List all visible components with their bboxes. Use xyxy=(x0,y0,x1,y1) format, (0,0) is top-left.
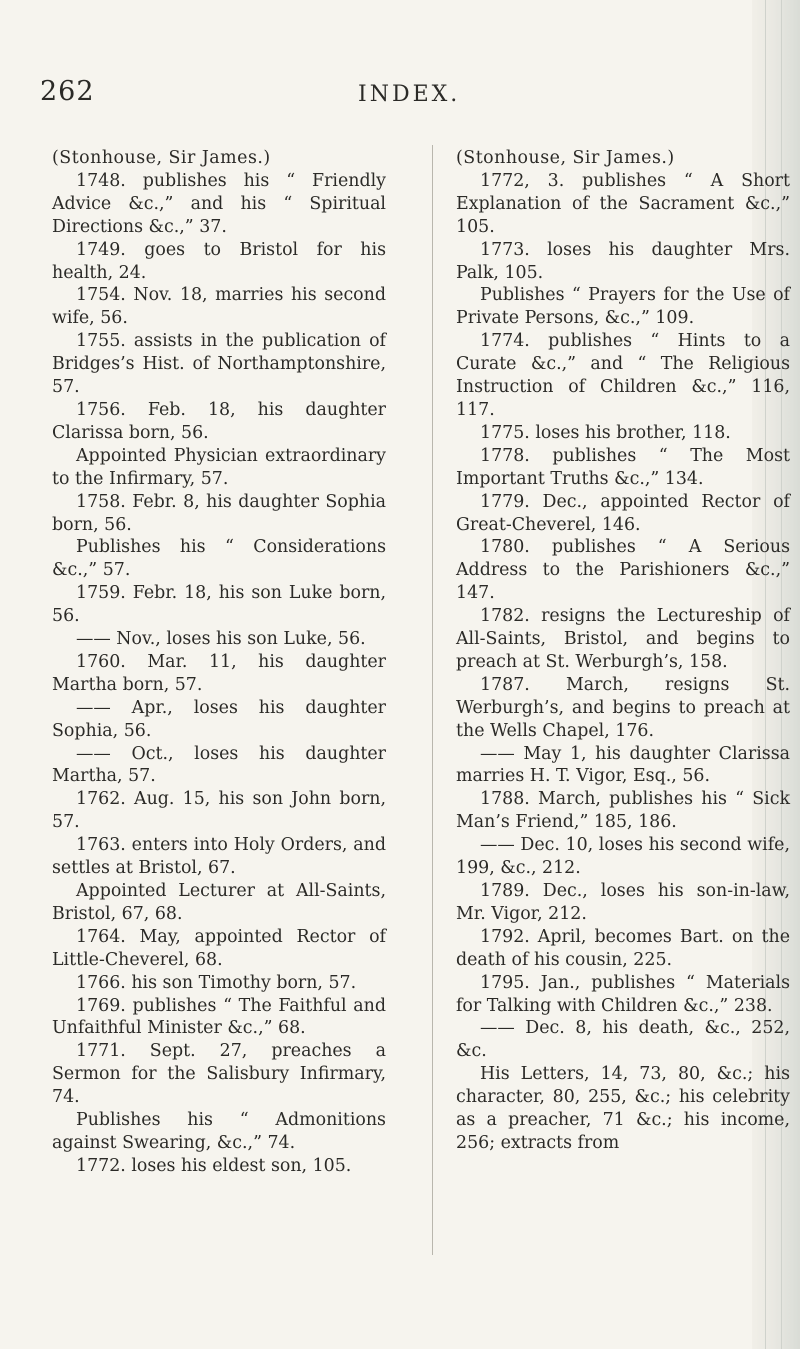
index-entry: Publishes “ Prayers for the Use of Private Persons, &c.,” 109. xyxy=(456,285,790,329)
index-entry: 1788. March, publishes his “ Sick Man’s Friend,” 185, 186. xyxy=(456,789,790,833)
index-heading: (Stonhouse, Sir James.) xyxy=(456,148,675,168)
index-entry: —— Oct., loses his daughter Martha, 57. xyxy=(52,743,386,787)
index-entry: Publishes his “ Considerations &c.,” 57. xyxy=(52,537,386,581)
running-header: INDEX. xyxy=(358,82,461,107)
index-entry: 1764. May, appointed Rector of Little-Cheverel, 68. xyxy=(52,926,386,970)
index-entry: 1774. publishes “ Hints to a Curate &c.,” and “ The Religious Instruction of Children &c.,” 116, 117. xyxy=(456,331,790,420)
index-entry: 1780. publishes “ A Serious Address to the Parishioners &c.,” 147. xyxy=(456,537,790,604)
index-entry: 1775. loses his brother, 118. xyxy=(480,422,731,443)
index-entry: Appointed Physician extraordinary to the Infirmary, 57. xyxy=(52,445,386,489)
column-divider xyxy=(432,145,433,1255)
index-entry: 1771. Sept. 27, preaches a Sermon for the Salisbury Infirmary, 74. xyxy=(52,1041,386,1108)
index-entry: His Letters, 14, 73, 80, &c.; his character, 80, 255, &c.; his celebrity as a preacher, 71 &c.; his income, 256; extracts from xyxy=(456,1064,790,1153)
index-entry: 1760. Mar. 11, his daughter Martha born, 57. xyxy=(52,651,386,695)
index-entry: 1773. loses his daughter Mrs. Palk, 105. xyxy=(456,239,790,283)
index-entry: 1748. publishes his “ Friendly Advice &c.,” and his “ Spiritual Directions &c.,” 37. xyxy=(52,170,386,237)
index-entry: 1766. his son Timothy born, 57. xyxy=(76,972,357,993)
index-entry: —— Apr., loses his daughter Sophia, 56. xyxy=(52,697,386,741)
index-entry: —— Dec. 8, his death, &c., 252, &c. xyxy=(456,1018,790,1062)
index-entry: 1782. resigns the Lectureship of All-Saints, Bristol, and begins to preach at St. Werburgh’s, 158. xyxy=(456,606,790,672)
index-entry: 1759. Febr. 18, his son Luke born, 56. xyxy=(52,583,386,627)
index-entry: 1787. March, resigns St. Werburgh’s, and begins to preach at the Wells Chapel, 176. xyxy=(456,674,790,741)
index-entry: Publishes his “ Admonitions against Swearing, &c.,” 74. xyxy=(52,1110,386,1153)
index-entry: 1778. publishes “ The Most Important Truths &c.,” 134. xyxy=(456,445,790,489)
index-entry: 1792. April, becomes Bart. on the death of his cousin, 225. xyxy=(456,926,790,970)
index-entry: 1749. goes to Bristol for his health, 24. xyxy=(52,239,386,283)
index-entry: 1755. assists in the publication of Bridges’s Hist. of Northamptonshire, 57. xyxy=(52,331,386,398)
index-entry: 1762. Aug. 15, his son John born, 57. xyxy=(52,789,386,833)
index-entry: —— Dec. 10, loses his second wife, 199, &c., 212. xyxy=(456,835,790,879)
page-number: 262 xyxy=(40,76,95,107)
index-entry: —— Nov., loses his son Luke, 56. xyxy=(76,629,366,650)
index-column-right xyxy=(456,147,790,1155)
index-entry: —— May 1, his daughter Clarissa marries H. T. Vigor, Esq., 56. xyxy=(456,743,790,787)
index-entry: 1779. Dec., appointed Rector of Great-Cheverel, 146. xyxy=(456,491,790,535)
index-entry: 1758. Febr. 8, his daughter Sophia born, 56. xyxy=(52,491,386,535)
index-column-left xyxy=(52,147,386,1178)
index-entry: 1763. enters into Holy Orders, and settles at Bristol, 67. xyxy=(52,835,386,879)
index-entry: 1789. Dec., loses his son-in-law, Mr. Vigor, 212. xyxy=(456,881,790,924)
index-entry: 1754. Nov. 18, marries his second wife, 56. xyxy=(52,285,386,329)
index-entry: 1756. Feb. 18, his daughter Clarissa born, 56. xyxy=(52,399,386,443)
index-entry: Appointed Lecturer at All-Saints, Bristol, 67, 68. xyxy=(52,881,386,924)
index-heading: (Stonhouse, Sir James.) xyxy=(52,148,271,168)
index-entry: 1769. publishes “ The Faithful and Unfaithful Minister &c.,” 68. xyxy=(52,995,386,1039)
index-entry: 1772. loses his eldest son, 105. xyxy=(76,1155,352,1176)
index-entry: 1772, 3. publishes “ A Short Explanation of the Sacrament &c.,” 105. xyxy=(456,170,790,237)
index-entry: 1795. Jan., publishes “ Materials for Talking with Children &c.,” 238. xyxy=(456,972,790,1016)
